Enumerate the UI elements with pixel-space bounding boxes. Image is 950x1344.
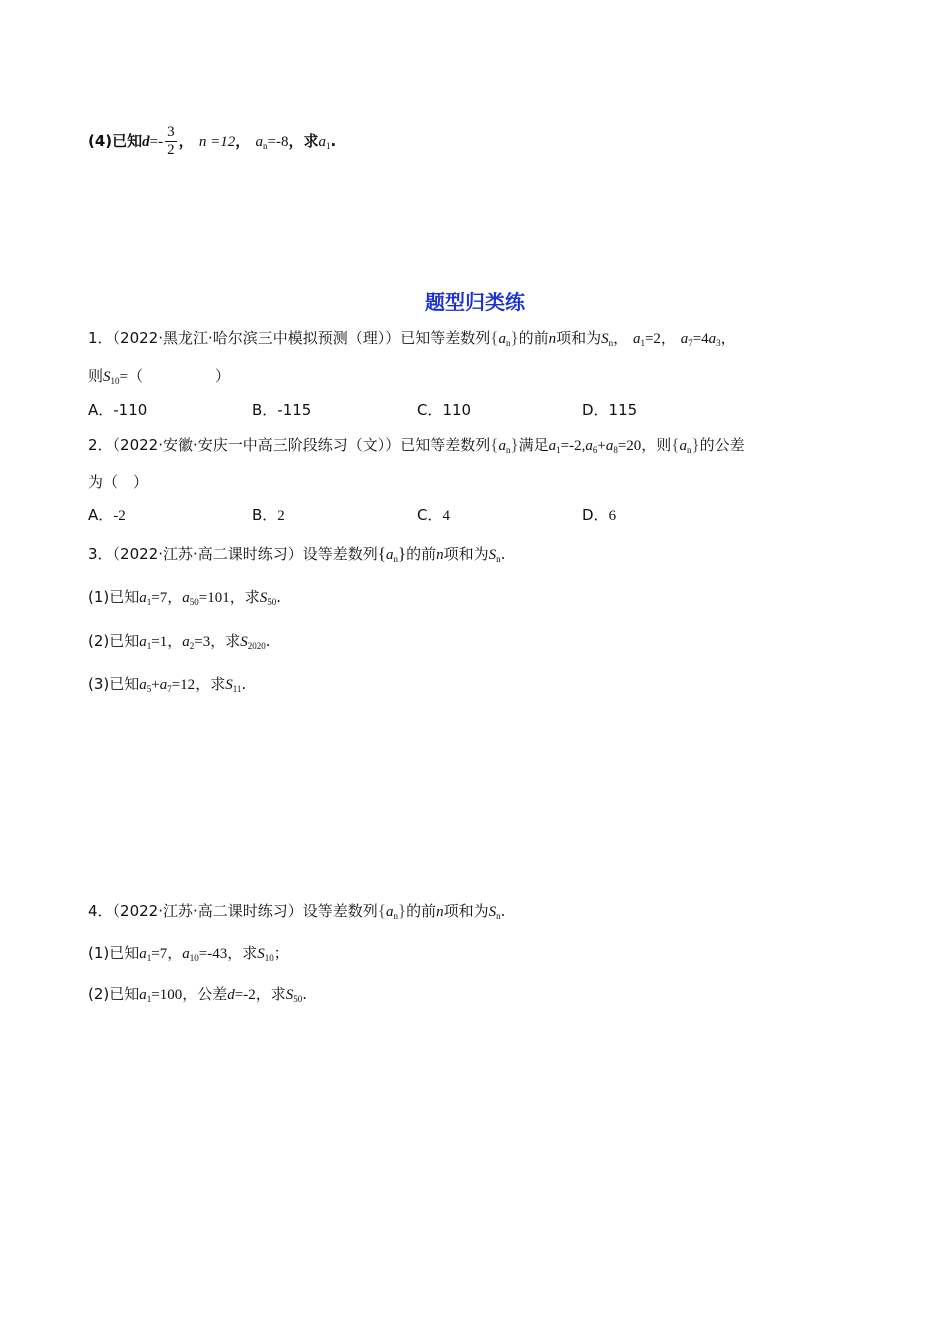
q3-stem: 3．（2022·江苏·高二课时练习）设等差数列$\{a_n\}$的前n项和为$S_n$. (88, 544, 506, 564)
q2-stem-line2: 为（ ） (88, 473, 149, 491)
q1-stem-line2: 则$S_{10}=$（ ） (88, 367, 230, 386)
q1-stem: 1．（2022·黑龙江·哈尔滨三中模拟预测（理））已知等差数列$\{a_n\}$的前n项和为$S_n$， $a_1=2$， $a_7=4a_3$， (88, 328, 736, 348)
q2-option-c[interactable]: C．4 (417, 506, 450, 524)
q2-stem: 2．（2022·安徽·安庆一中高三阶段练习（文））已知等差数列$\{a_n\}$满足$a_1=-2,a_6+a_8=20$，则$\{a_n\}$的公差 (88, 435, 745, 455)
q4-stem: 4．（2022·江苏·高二课时练习）设等差数列$\{a_n\}$的前n项和为$S_n$. (88, 901, 506, 921)
q3-part1: (1)已知$a_1=7$，$a_{50}=101$，求$S_{50}$. (88, 588, 281, 607)
q1-option-a[interactable]: A．-110 (88, 401, 148, 419)
fraction: $\frac{3}{2}$ (167, 124, 175, 158)
q4-part1: (1)已知$a_1=7$，$a_{10}=-43$，求$S_{10}$； (88, 944, 289, 963)
q2-option-d[interactable]: D．6 (582, 506, 617, 524)
section-heading: 题型归类练 (425, 290, 525, 314)
q1-option-c[interactable]: C．110 (417, 401, 472, 419)
q1-option-d[interactable]: D．115 (582, 401, 638, 419)
q4-part2: (2)已知$a_1=100$，公差d=-2，求$S_{50}$. (88, 985, 307, 1004)
q1-option-b[interactable]: B．-115 (252, 401, 312, 419)
q2-option-b[interactable]: B．2 (252, 506, 285, 524)
q3-part2: (2)已知$a_1=1$，$a_2=3$，求$S_{2020}$. (88, 632, 271, 651)
q2-option-a[interactable]: A．-2 (88, 506, 126, 524)
part4-line: (4)已知d=- $\frac{3}{2}$ ， n =12， $a_n=-8$，求$a_1$. (88, 124, 337, 158)
part4-label: (4)已知 (88, 132, 143, 150)
q3-part3: (3)已知$a_5+a_7=12$，求$S_{11}$. (88, 675, 247, 694)
